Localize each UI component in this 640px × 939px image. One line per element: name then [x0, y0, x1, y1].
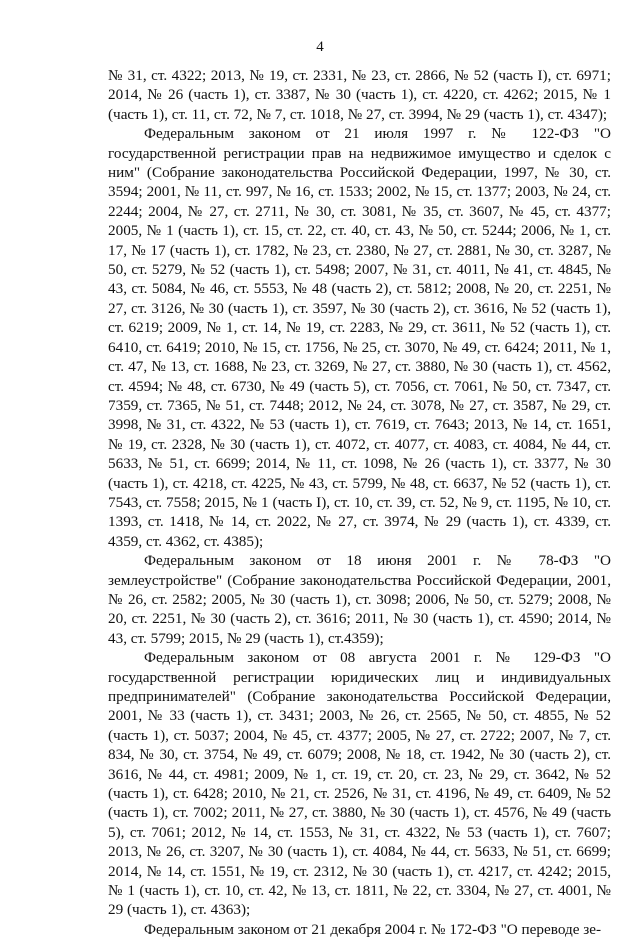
- paragraph-law-122-fz: Федеральным законом от 21 июля 1997 г. № 122-ФЗ "О государственной регистрации прав на недвижимое имущество и сделок с ним" (Собрание законодательства Российской Федерации, 1997, № 30, ст. 3594; 2001, № 11, ст. 997, № 16, ст. 1533; 2002, № 15, ст. 1377; 2003, № 24, ст. 2244; 2004, № 27, ст. 2711, № 30, ст. 3081, № 35, ст. 3607, № 45, ст. 4377; 2005, № 1 (часть 1), ст. 15, ст. 22, ст. 40, ст. 43, № 50, ст. 5244; 2006, № 1, ст. 17, № 17 (часть 1), ст. 1782, № 23, ст. 2380, № 27, ст. 2881, № 30, ст. 3287, № 50, ст. 5279, № 52 (часть 1), ст. 5498; 2007, № 31, ст. 4011, № 41, ст. 4845, № 43, ст. 5084, № 46, ст. 5553, № 48 (часть 2), ст. 5812; 2008, № 20, ст. 2251, № 27, ст. 3126, № 30 (часть 1), ст. 3597, № 30 (часть 2), ст. 3616, № 52 (часть 1), ст. 6219; 2009, № 1, ст. 14, № 19, ст. 2283, № 29, ст. 3611, № 52 (часть 1), ст. 6410, ст. 6419; 2010, № 15, ст. 1756, № 25, ст. 3070, № 49, ст. 6424; 2011, № 1, ст. 47, № 13, ст. 1688, № 23, ст. 3269, № 27, ст. 3880, № 30 (часть 1), ст. 4562, ст. 4594; № 48, ст. 6730, № 49 (часть 5), ст. 7056, ст. 7061, № 50, ст. 7347, ст. 7359, ст. 7365, № 51, ст. 7448; 2012, № 24, ст. 3078, № 27, ст. 3587, № 29, ст. 3998, № 31, ст. 4322, № 53 (часть 1), ст. 7619, ст. 7643; 2013, № 14, ст. 1651, № 19, ст. 2328, № 30 (часть 1), ст. 4072, ст. 4077, ст. 4083, ст. 4084, № 44, ст. 5633, № 51, ст. 6699; 2014, № 11, ст. 1098, № 26 (часть 1), ст. 3377, № 30 (часть 1), ст. 4218, ст. 4225, № 43, ст. 5799, № 48, ст. 6637, № 52 (часть 1), ст. 7543, ст. 7558; 2015, № 1 (часть I), ст. 10, ст. 39, ст. 52, № 9, ст. 1195, № 10, ст. 1393, ст. 1418, № 14, ст. 2022, № 27, ст. 3974, № 29 (часть 1), ст. 4339, ст. 4359, ст. 4362, ст. 4385);: [108, 125, 611, 550]
- paragraph-law-172-fz: Федеральным законом от 21 декабря 2004 г. № 172-ФЗ "О переводе зе-: [144, 920, 602, 938]
- page-number: 4: [316, 39, 324, 55]
- paragraph-continuation: № 31, ст. 4322; 2013, № 19, ст. 2331, № 23, ст. 2866, № 52 (часть I), ст. 6971; 2014, № 26 (часть 1), ст. 3387, № 30 (часть 1), ст. 4220, ст. 4262; 2015, № 1 (часть 1), ст. 11, ст. 72, № 7, ст. 1018, № 27, ст. 3994, № 29 (часть 1), ст. 4347);: [108, 67, 611, 123]
- paragraph-law-78-fz: Федеральным законом от 18 июня 2001 г. № 78-ФЗ "О землеустройстве" (Собрание законодательства Российской Федерации, 2001, № 26, ст. 2582; 2005, № 30 (часть 1), ст. 3098; 2006, № 50, ст. 5279; 2008, № 20, ст. 2251, № 30 (часть 2), ст. 3616; 2011, № 30 (часть 1), ст. 4590; 2014, № 43, ст. 5799; 2015, № 29 (часть 1), ст.4359);: [108, 552, 611, 647]
- paragraph-law-129-fz: Федеральным законом от 08 августа 2001 г. № 129-ФЗ "О государственной регистрации юридических лиц и индивидуальных предпринимателей" (Собрание законодательства Российской Федерации, 2001, № 33 (часть 1), ст. 3431; 2003, № 26, ст. 2565, № 50, ст. 4855, № 52 (часть 1), ст. 5037; 2004, № 45, ст. 4377; 2005, № 27, ст. 2722; 2007, № 7, ст. 834, № 30, ст. 3754, № 49, ст. 6079; 2008, № 18, ст. 1942, № 30 (часть 2), ст. 3616, № 44, ст. 4981; 2009, № 1, ст. 19, ст. 20, ст. 23, № 29, ст. 3642, № 52 (часть 1), ст. 6428; 2010, № 21, ст. 2526, № 31, ст. 4196, № 49, ст. 6409, № 52 (часть 1), ст. 7002; 2011, № 27, ст. 3880, № 30 (часть 1), ст. 4576, № 49 (часть 5), ст. 7061; 2012, № 14, ст. 1553, № 31, ст. 4322, № 53 (часть 1), ст. 7607; 2013, № 26, ст. 3207, № 30 (часть 1), ст. 4084, № 44, ст. 5633, № 51, ст. 6699; 2014, № 14, ст. 1551, № 19, ст. 2312, № 30 (часть 1), ст. 4217, ст. 4242; 2015, № 1 (часть 1), ст. 10, ст. 42, № 13, ст. 1811, № 22, ст. 3304, № 27, ст. 4001, № 29 (часть 1), ст. 4363);: [108, 649, 611, 919]
- document-body: [108, 66, 611, 939]
